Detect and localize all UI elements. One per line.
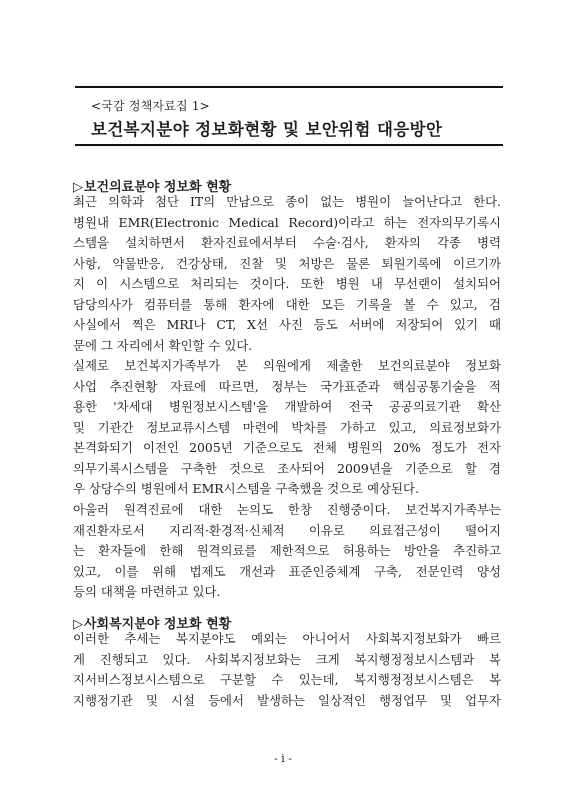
- paragraph-line: 병원내 EMR(Electronic Medical Record)이라고 하는 전자의무기록시: [73, 214, 501, 230]
- paragraph-line: 담당의사가 컴퓨터를 통해 환자에 대한 모든 기록을 볼 수 있고, 검: [73, 296, 501, 312]
- paragraph-line: 실제로 보건복지가족부가 본 의원에게 제출한 보건의료분야 정보화: [73, 358, 501, 373]
- paragraph-line: 사항, 약물반응, 건강상태, 진찰 및 처방은 물론 퇴원기록에 이르기까: [73, 255, 501, 271]
- paragraph-line: 재진환자로서 지리적·환경적·신체적 이유로 의료접근성이 떨어지: [73, 522, 501, 538]
- paragraph-line: 지서비스정보시스템으로 구분할 수 있는데, 복지행정정보시스템은 복: [73, 672, 501, 687]
- paragraph-policy: [73, 356, 501, 500]
- paragraph-line: 문에 그 자리에서 확인할 수 있다.: [73, 337, 253, 353]
- paragraph-line: 본격화되기 이전인 2005년 기준으로도 전체 병원의 20% 정도가 전자: [73, 440, 501, 455]
- paragraph-line: 최근 의학과 첨단 IT의 만남으로 종이 없는 병원이 늘어난다고 한다.: [73, 194, 501, 209]
- paragraph-line: 이러한 추세는 복지분야도 예외는 아니어서 사회복지정보화가 빠르: [73, 631, 501, 646]
- paragraph-line: 및 기관간 정보교류시스템 마련에 박차를 가하고 있고, 의료정보화가: [73, 419, 501, 435]
- paragraph-telemedicine: [73, 500, 501, 603]
- paragraph-emr: [73, 192, 501, 356]
- paragraph-line: 사실에서 찍은 MRI나 CT, X선 사진 등도 서버에 저장되어 있기 때: [73, 317, 501, 332]
- paragraph-line: 사업 추진현황 자료에 따르면, 정부는 국가표준과 핵심공통기술을 적: [73, 378, 501, 394]
- page-number: - i -: [274, 752, 292, 765]
- section-heading-text: 사회복지분야 정보화 현황: [84, 617, 232, 632]
- paragraph-line: 우 상당수의 병원에서 EMR시스템을 구축했을 것으로 예상된다.: [73, 481, 419, 496]
- paragraph-line: 등의 대책을 마련하고 있다.: [73, 584, 221, 599]
- paragraph-line: 스템을 설치하면서 환자진료에서부터 수술·검사, 환자의 각종 병력: [73, 235, 501, 250]
- section-heading-text: 보건의료분야 정보화 현황: [84, 180, 232, 195]
- paragraph-line: 지 이 시스템으로 처리되는 것이다. 또한 병원 내 무선랜이 설치되어: [73, 276, 501, 291]
- document-title: 보건복지분야 정보화현황 및 보안위험 대응방안: [91, 120, 443, 139]
- paragraph-line: 는 환자들에 한해 원격의료를 제한적으로 허용하는 방안을 추진하고: [73, 543, 501, 558]
- paragraph-line: 있고, 이를 위해 법제도 개선과 표준인증체계 구축, 전문인력 양성: [73, 563, 501, 579]
- title-box: [75, 86, 503, 146]
- document-subtitle: <국감 정책자료집 1>: [91, 99, 210, 113]
- paragraph-line: 게 진행되고 있다. 사회복지정보화는 크게 복지행정정보시스템과 복: [73, 651, 501, 667]
- triangle-bullet-icon: ▷: [73, 617, 83, 632]
- paragraph-line: 의무기록시스템을 구축한 것으로 조사되어 2009년을 기준으로 할 경: [73, 460, 501, 476]
- paragraph-line: 아울러 원격진료에 대한 논의도 한창 진행중이다. 보건복지가족부는: [73, 502, 501, 517]
- paragraph-welfare: [73, 629, 501, 711]
- paragraph-line: 용한 '차세대 병원정보시스템'을 개발하여 전국 공공의료기관 확산: [73, 399, 501, 414]
- paragraph-line: 지행정기관 및 시설 등에서 발생하는 일상적인 행정업무 및 업무자: [73, 692, 501, 708]
- triangle-bullet-icon: ▷: [73, 180, 83, 195]
